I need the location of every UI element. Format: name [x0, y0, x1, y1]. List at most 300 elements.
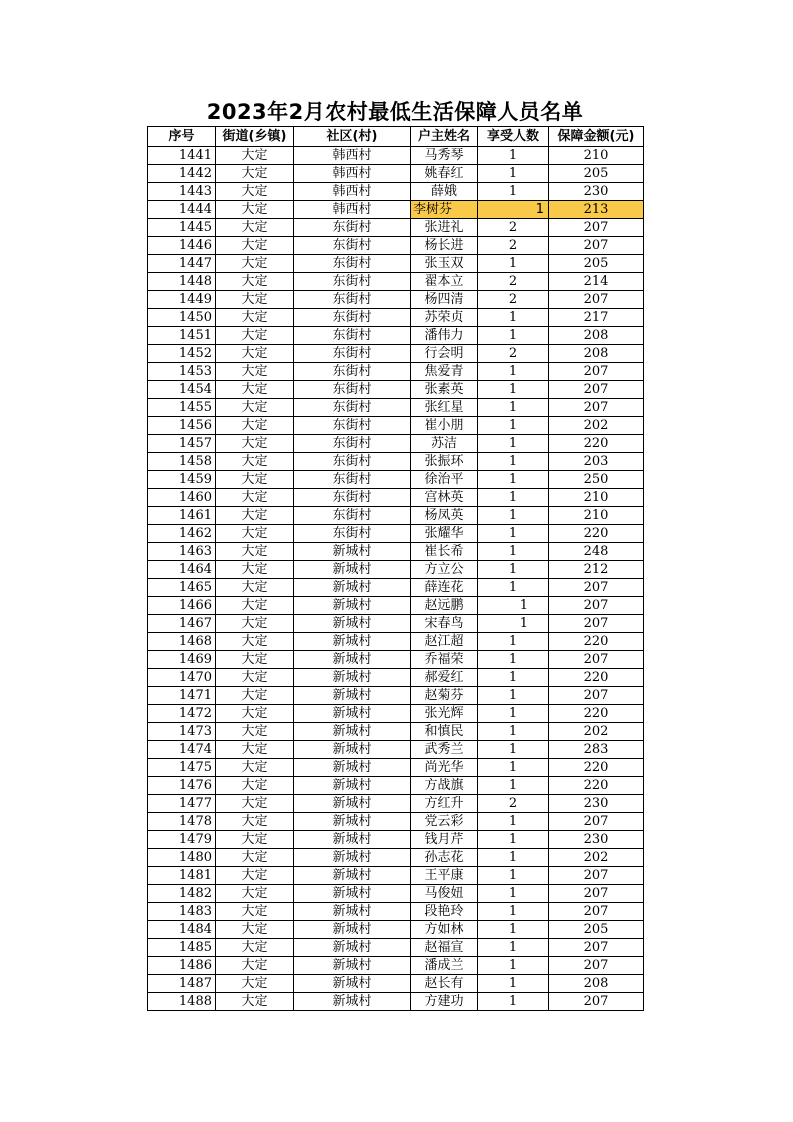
table-row: [148, 525, 644, 543]
row-number: 1458: [148, 453, 216, 471]
beneficiary-count-cell: 1: [478, 381, 549, 399]
village-cell: 新城村: [294, 975, 411, 993]
householder-name-cell: 张耀华: [411, 525, 478, 543]
subsidy-amount-cell: 207: [549, 993, 644, 1011]
table-row: [148, 453, 644, 471]
subsidy-amount-cell: 220: [549, 759, 644, 777]
street-cell: 大定: [216, 651, 294, 669]
beneficiary-count-cell: 1: [478, 741, 549, 759]
subsidy-amount-cell: 205: [549, 255, 644, 273]
street-cell: 大定: [216, 777, 294, 795]
subsidy-amount-cell: 207: [549, 687, 644, 705]
table-row: [148, 849, 644, 867]
street-cell: 大定: [216, 327, 294, 345]
village-cell: 新城村: [294, 795, 411, 813]
beneficiary-count-cell: 1: [478, 561, 549, 579]
row-number: 1488: [148, 993, 216, 1011]
street-cell: 大定: [216, 417, 294, 435]
table-body: [148, 147, 644, 1011]
row-number: 1480: [148, 849, 216, 867]
row-number: 1455: [148, 399, 216, 417]
table-row: [148, 705, 644, 723]
beneficiary-count-cell: 1: [478, 201, 549, 219]
row-number: 1443: [148, 183, 216, 201]
householder-name-cell: 姚春红: [411, 165, 478, 183]
subsidy-amount-cell: 208: [549, 327, 644, 345]
table-row: [148, 723, 644, 741]
householder-name-cell: 赵福宣: [411, 939, 478, 957]
householder-name-cell: 崔长希: [411, 543, 478, 561]
householder-name-cell: 段艳玲: [411, 903, 478, 921]
beneficiary-count-cell: 1: [478, 597, 549, 615]
beneficiary-count-cell: 1: [478, 939, 549, 957]
village-cell: 新城村: [294, 885, 411, 903]
table-row: [148, 885, 644, 903]
subsidy-amount-cell: 207: [549, 885, 644, 903]
beneficiary-count-cell: 1: [478, 165, 549, 183]
street-cell: 大定: [216, 975, 294, 993]
table-row: [148, 399, 644, 417]
householder-name-cell: 尚光华: [411, 759, 478, 777]
table-row: [148, 201, 644, 219]
village-cell: 新城村: [294, 615, 411, 633]
row-number: 1485: [148, 939, 216, 957]
table-row: [148, 435, 644, 453]
street-cell: 大定: [216, 525, 294, 543]
householder-name-cell: 赵长有: [411, 975, 478, 993]
table-row: [148, 489, 644, 507]
street-cell: 大定: [216, 147, 294, 165]
row-number: 1464: [148, 561, 216, 579]
householder-name-cell: 李树芬: [411, 201, 478, 219]
village-cell: 新城村: [294, 723, 411, 741]
row-number: 1463: [148, 543, 216, 561]
subsidy-amount-cell: 208: [549, 345, 644, 363]
village-cell: 东街村: [294, 327, 411, 345]
beneficiary-count-cell: 1: [478, 813, 549, 831]
row-number: 1481: [148, 867, 216, 885]
table-row: [148, 651, 644, 669]
beneficiary-count-cell: 1: [478, 687, 549, 705]
table-row: [148, 273, 644, 291]
subsidy-amount-cell: 207: [549, 219, 644, 237]
street-cell: 大定: [216, 561, 294, 579]
row-number: 1479: [148, 831, 216, 849]
village-cell: 东街村: [294, 399, 411, 417]
subsidy-amount-cell: 220: [549, 435, 644, 453]
street-cell: 大定: [216, 543, 294, 561]
village-cell: 韩西村: [294, 165, 411, 183]
table-row: [148, 579, 644, 597]
subsidy-amount-cell: 210: [549, 147, 644, 165]
village-cell: 新城村: [294, 777, 411, 795]
table-row: [148, 669, 644, 687]
beneficiary-count-cell: 1: [478, 921, 549, 939]
table-row: [148, 309, 644, 327]
householder-name-cell: 潘成兰: [411, 957, 478, 975]
row-number: 1451: [148, 327, 216, 345]
row-number: 1462: [148, 525, 216, 543]
householder-name-cell: 张振环: [411, 453, 478, 471]
subsidy-amount-cell: 203: [549, 453, 644, 471]
householder-name-cell: 崔小朋: [411, 417, 478, 435]
householder-name-cell: 薛娥: [411, 183, 478, 201]
householder-name-cell: 薛连花: [411, 579, 478, 597]
village-cell: 新城村: [294, 705, 411, 723]
row-number: 1466: [148, 597, 216, 615]
street-cell: 大定: [216, 489, 294, 507]
subsidy-amount-cell: 283: [549, 741, 644, 759]
subsidy-amount-cell: 217: [549, 309, 644, 327]
row-number: 1475: [148, 759, 216, 777]
village-cell: 东街村: [294, 489, 411, 507]
village-cell: 东街村: [294, 363, 411, 381]
householder-name-cell: 赵菊芬: [411, 687, 478, 705]
householder-name-cell: 王平康: [411, 867, 478, 885]
beneficiary-count-cell: 1: [478, 831, 549, 849]
street-cell: 大定: [216, 867, 294, 885]
subsidy-amount-cell: 205: [549, 165, 644, 183]
beneficiary-count-cell: 2: [478, 237, 549, 255]
householder-name-cell: 党云彩: [411, 813, 478, 831]
householder-name-cell: 苏洁: [411, 435, 478, 453]
table-header: [148, 127, 644, 147]
village-cell: 新城村: [294, 993, 411, 1011]
beneficiary-count-cell: 1: [478, 417, 549, 435]
beneficiary-count-cell: 1: [478, 885, 549, 903]
householder-name-cell: 张玉双: [411, 255, 478, 273]
village-cell: 新城村: [294, 921, 411, 939]
table-row: [148, 993, 644, 1011]
street-cell: 大定: [216, 165, 294, 183]
village-cell: 东街村: [294, 381, 411, 399]
beneficiary-count-cell: 1: [478, 543, 549, 561]
street-cell: 大定: [216, 993, 294, 1011]
table-row: [148, 561, 644, 579]
householder-name-cell: 宋春鸟: [411, 615, 478, 633]
subsidy-amount-cell: 210: [549, 489, 644, 507]
row-number: 1450: [148, 309, 216, 327]
table-row: [148, 417, 644, 435]
street-cell: 大定: [216, 597, 294, 615]
village-cell: 东街村: [294, 219, 411, 237]
subsidy-amount-cell: 202: [549, 417, 644, 435]
row-number: 1473: [148, 723, 216, 741]
householder-name-cell: 行会明: [411, 345, 478, 363]
table-row: [148, 759, 644, 777]
street-cell: 大定: [216, 831, 294, 849]
householder-name-cell: 赵江超: [411, 633, 478, 651]
row-number: 1472: [148, 705, 216, 723]
village-cell: 东街村: [294, 255, 411, 273]
row-number: 1470: [148, 669, 216, 687]
subsidy-amount-cell: 202: [549, 723, 644, 741]
village-cell: 新城村: [294, 651, 411, 669]
householder-name-cell: 方如林: [411, 921, 478, 939]
householder-name-cell: 翟本立: [411, 273, 478, 291]
householder-name-cell: 孙志花: [411, 849, 478, 867]
row-number: 1484: [148, 921, 216, 939]
beneficiary-count-cell: 1: [478, 399, 549, 417]
street-cell: 大定: [216, 705, 294, 723]
row-number: 1442: [148, 165, 216, 183]
householder-name-cell: 方建功: [411, 993, 478, 1011]
village-cell: 新城村: [294, 939, 411, 957]
table-row: [148, 687, 644, 705]
householder-name-cell: 方战旗: [411, 777, 478, 795]
householder-name-cell: 杨四清: [411, 291, 478, 309]
beneficiary-count-cell: 1: [478, 633, 549, 651]
village-cell: 新城村: [294, 597, 411, 615]
beneficiary-count-cell: 1: [478, 867, 549, 885]
table-row: [148, 903, 644, 921]
householder-name-cell: 张红星: [411, 399, 478, 417]
table-row: [148, 219, 644, 237]
village-cell: 东街村: [294, 291, 411, 309]
beneficiary-count-cell: 1: [478, 903, 549, 921]
village-cell: 东街村: [294, 273, 411, 291]
village-cell: 新城村: [294, 561, 411, 579]
street-cell: 大定: [216, 633, 294, 651]
table-row: [148, 957, 644, 975]
village-cell: 新城村: [294, 759, 411, 777]
street-cell: 大定: [216, 741, 294, 759]
row-number: 1446: [148, 237, 216, 255]
subsidy-amount-cell: 207: [549, 363, 644, 381]
subsidy-amount-cell: 213: [549, 201, 644, 219]
street-cell: 大定: [216, 399, 294, 417]
beneficiary-count-cell: 1: [478, 993, 549, 1011]
subsidy-amount-cell: 207: [549, 399, 644, 417]
householder-name-cell: 方立公: [411, 561, 478, 579]
row-number: 1460: [148, 489, 216, 507]
beneficiary-count-cell: 2: [478, 795, 549, 813]
row-number: 1454: [148, 381, 216, 399]
table-row: [148, 921, 644, 939]
householder-name-cell: 马秀琴: [411, 147, 478, 165]
row-number: 1459: [148, 471, 216, 489]
table-row: [148, 831, 644, 849]
table-row: [148, 507, 644, 525]
street-cell: 大定: [216, 579, 294, 597]
subsidy-amount-cell: 220: [549, 705, 644, 723]
beneficiary-count-cell: 1: [478, 957, 549, 975]
beneficiary-count-cell: 1: [478, 507, 549, 525]
beneficiary-count-cell: 1: [478, 705, 549, 723]
table-row: [148, 291, 644, 309]
beneficiary-count-cell: 2: [478, 219, 549, 237]
row-number: 1461: [148, 507, 216, 525]
row-number: 1445: [148, 219, 216, 237]
table-row: [148, 633, 644, 651]
subsidy-amount-cell: 207: [549, 651, 644, 669]
householder-name-cell: 和慎民: [411, 723, 478, 741]
householder-name-cell: 张进礼: [411, 219, 478, 237]
beneficiary-count-cell: 1: [478, 147, 549, 165]
table-row: [148, 183, 644, 201]
row-number: 1471: [148, 687, 216, 705]
table-row: [148, 597, 644, 615]
beneficiary-count-cell: 1: [478, 255, 549, 273]
householder-name-cell: 杨长进: [411, 237, 478, 255]
beneficiary-count-cell: 1: [478, 525, 549, 543]
householder-name-cell: 张素英: [411, 381, 478, 399]
subsidy-amount-cell: 250: [549, 471, 644, 489]
village-cell: 东街村: [294, 435, 411, 453]
row-number: 1441: [148, 147, 216, 165]
beneficiary-count-cell: 1: [478, 363, 549, 381]
village-cell: 新城村: [294, 543, 411, 561]
beneficiary-count-cell: 1: [478, 759, 549, 777]
subsidy-amount-cell: 207: [549, 237, 644, 255]
subsidy-amount-cell: 207: [549, 957, 644, 975]
subsidy-amount-cell: 220: [549, 777, 644, 795]
village-cell: 新城村: [294, 957, 411, 975]
table-row: [148, 543, 644, 561]
table-row: [148, 363, 644, 381]
village-cell: 新城村: [294, 687, 411, 705]
beneficiary-count-cell: 1: [478, 183, 549, 201]
street-cell: 大定: [216, 687, 294, 705]
beneficiary-count-cell: 1: [478, 471, 549, 489]
village-cell: 新城村: [294, 903, 411, 921]
street-cell: 大定: [216, 903, 294, 921]
column-header-no: 序号: [148, 127, 216, 147]
street-cell: 大定: [216, 381, 294, 399]
village-cell: 新城村: [294, 579, 411, 597]
village-cell: 东街村: [294, 453, 411, 471]
beneficiary-count-cell: 2: [478, 273, 549, 291]
beneficiary-count-cell: 1: [478, 669, 549, 687]
table-row: [148, 471, 644, 489]
beneficiary-count-cell: 1: [478, 489, 549, 507]
subsidy-amount-cell: 208: [549, 975, 644, 993]
beneficiary-count-cell: 2: [478, 345, 549, 363]
street-cell: 大定: [216, 435, 294, 453]
row-number: 1456: [148, 417, 216, 435]
beneficiary-count-cell: 1: [478, 435, 549, 453]
table-row: [148, 237, 644, 255]
subsidy-amount-cell: 210: [549, 507, 644, 525]
subsidy-amount-cell: 207: [549, 903, 644, 921]
householder-name-cell: 杨凤英: [411, 507, 478, 525]
village-cell: 东街村: [294, 417, 411, 435]
row-number: 1467: [148, 615, 216, 633]
street-cell: 大定: [216, 255, 294, 273]
street-cell: 大定: [216, 201, 294, 219]
table-row: [148, 255, 644, 273]
village-cell: 新城村: [294, 813, 411, 831]
table-row: [148, 813, 644, 831]
village-cell: 韩西村: [294, 201, 411, 219]
beneficiary-count-cell: 1: [478, 327, 549, 345]
row-number: 1483: [148, 903, 216, 921]
row-number: 1482: [148, 885, 216, 903]
table-row: [148, 381, 644, 399]
street-cell: 大定: [216, 183, 294, 201]
street-cell: 大定: [216, 957, 294, 975]
table-row: [148, 975, 644, 993]
row-number: 1452: [148, 345, 216, 363]
table-row: [148, 327, 644, 345]
beneficiary-count-cell: 1: [478, 453, 549, 471]
householder-name-cell: 张光辉: [411, 705, 478, 723]
householder-name-cell: 郝爱红: [411, 669, 478, 687]
street-cell: 大定: [216, 669, 294, 687]
row-number: 1478: [148, 813, 216, 831]
street-cell: 大定: [216, 795, 294, 813]
table-row: [148, 345, 644, 363]
street-cell: 大定: [216, 939, 294, 957]
table-row: [148, 867, 644, 885]
street-cell: 大定: [216, 921, 294, 939]
householder-name-cell: 徐治平: [411, 471, 478, 489]
street-cell: 大定: [216, 885, 294, 903]
village-cell: 东街村: [294, 237, 411, 255]
householder-name-cell: 马俊妞: [411, 885, 478, 903]
subsidy-amount-cell: 207: [549, 579, 644, 597]
column-header-count: 享受人数: [478, 127, 549, 147]
row-number: 1486: [148, 957, 216, 975]
subsidy-amount-cell: 248: [549, 543, 644, 561]
table-row: [148, 165, 644, 183]
subsidy-amount-cell: 207: [549, 867, 644, 885]
street-cell: 大定: [216, 849, 294, 867]
village-cell: 新城村: [294, 669, 411, 687]
beneficiary-table: [147, 126, 644, 1011]
row-number: 1477: [148, 795, 216, 813]
subsidy-amount-cell: 207: [549, 813, 644, 831]
subsidy-amount-cell: 207: [549, 381, 644, 399]
beneficiary-count-cell: 1: [478, 975, 549, 993]
street-cell: 大定: [216, 453, 294, 471]
column-header-street: 街道(乡镇): [216, 127, 294, 147]
village-cell: 东街村: [294, 471, 411, 489]
row-number: 1447: [148, 255, 216, 273]
street-cell: 大定: [216, 309, 294, 327]
street-cell: 大定: [216, 759, 294, 777]
table-row: [148, 741, 644, 759]
beneficiary-count-cell: 1: [478, 579, 549, 597]
householder-name-cell: 焦爱青: [411, 363, 478, 381]
village-cell: 东街村: [294, 309, 411, 327]
beneficiary-count-cell: 1: [478, 723, 549, 741]
householder-name-cell: 方红升: [411, 795, 478, 813]
village-cell: 韩西村: [294, 183, 411, 201]
table-row: [148, 795, 644, 813]
row-number: 1474: [148, 741, 216, 759]
householder-name-cell: 乔福荣: [411, 651, 478, 669]
street-cell: 大定: [216, 237, 294, 255]
village-cell: 新城村: [294, 849, 411, 867]
village-cell: 新城村: [294, 867, 411, 885]
householder-name-cell: 武秀兰: [411, 741, 478, 759]
householder-name-cell: 赵远鹏: [411, 597, 478, 615]
village-cell: 东街村: [294, 507, 411, 525]
column-header-village: 社区(村): [294, 127, 411, 147]
subsidy-amount-cell: 212: [549, 561, 644, 579]
subsidy-amount-cell: 220: [549, 669, 644, 687]
row-number: 1476: [148, 777, 216, 795]
column-header-name: 户主姓名: [411, 127, 478, 147]
row-number: 1449: [148, 291, 216, 309]
beneficiary-count-cell: 1: [478, 777, 549, 795]
street-cell: 大定: [216, 615, 294, 633]
street-cell: 大定: [216, 813, 294, 831]
row-number: 1453: [148, 363, 216, 381]
subsidy-amount-cell: 207: [549, 615, 644, 633]
row-number: 1448: [148, 273, 216, 291]
